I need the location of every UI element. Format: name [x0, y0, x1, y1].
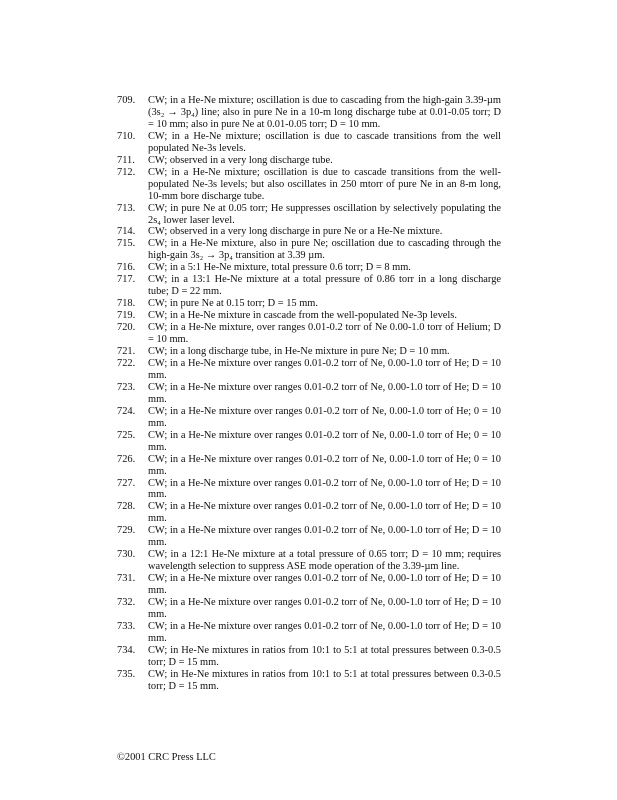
note-text: CW; in a He-Ne mixture in cascade from the well-populated Ne-3p levels.: [148, 310, 457, 322]
note-entry: [117, 573, 501, 597]
note-number: 734.: [117, 644, 136, 656]
note-entry: [117, 262, 501, 274]
note-entry: [117, 298, 501, 310]
notes-list: [117, 95, 501, 693]
note-entry: [117, 95, 501, 131]
note-entry: [117, 621, 501, 645]
note-number: 721.: [117, 346, 136, 358]
note-number: 709.: [117, 95, 136, 106]
note-text: CW; in a He-Ne mixture; oscillation is due to cascade transitions from the well-populated Ne-3s levels; but also oscillates in 250 mtorr of pure Ne in an 8-m long, 10-mm bore discharge tube.: [148, 166, 501, 202]
note-entry: [117, 454, 501, 478]
note-number: 711.: [117, 154, 135, 166]
note-number: 712.: [117, 166, 136, 178]
note-number: 719.: [117, 310, 136, 322]
note-entry: [117, 310, 501, 322]
note-text: CW; observed in a very long discharge in pure Ne or a He-Ne mixture.: [148, 226, 443, 238]
note-number: 730.: [117, 549, 136, 561]
note-number: 723.: [117, 381, 136, 393]
note-text: CW; in He-Ne mixtures in ratios from 10:1 to 5:1 at total pressures between 0.3-0.5 torr; D = 15 mm.: [148, 644, 501, 668]
note-number: 716.: [117, 262, 136, 274]
note-entry: [117, 669, 501, 693]
note-number: 714.: [117, 226, 136, 238]
note-text: CW; in a 13:1 He-Ne mixture at a total pressure of 0.86 torr in a long discharge tube; D = 22 mm.: [148, 274, 501, 298]
note-text: CW; in a He-Ne mixture over ranges 0.01-0.2 torr of Ne, 0.00-1.0 torr of He; D = 10 mm.: [148, 357, 501, 381]
note-number: 732.: [117, 597, 136, 609]
note-entry: [117, 167, 501, 203]
note-entry: [117, 238, 501, 262]
note-text: CW; in a long discharge tube, in He-Ne mixture in pure Ne; D = 10 mm.: [148, 346, 450, 358]
note-text: CW; in a He-Ne mixture over ranges 0.01-0.2 torr of Ne, 0.00-1.0 torr of He; 0 = 10 mm.: [148, 405, 501, 429]
note-number: 722.: [117, 357, 136, 369]
note-text: CW; in a He-Ne mixture, over ranges 0.01-0.2 torr of Ne 0.00-1.0 torr of Helium; D = 10 mm.: [148, 322, 501, 346]
note-entry: [117, 430, 501, 454]
note-entry: [117, 346, 501, 358]
note-number: 725.: [117, 429, 136, 441]
note-entry: [117, 226, 501, 238]
note-entry: [117, 203, 501, 227]
note-entry: [117, 322, 501, 346]
note-number: 713.: [117, 202, 136, 214]
note-text: CW; in a He-Ne mixture over ranges 0.01-0.2 torr of Ne, 0.00-1.0 torr of He; D = 10 mm.: [148, 501, 501, 525]
note-entry: [117, 155, 501, 167]
copyright-footer: ©2001 CRC Press LLC: [117, 752, 216, 763]
note-entry: [117, 382, 501, 406]
note-text: CW; in a He-Ne mixture over ranges 0.01-0.2 torr of Ne, 0.00-1.0 torr of He; D = 10 mm.: [148, 573, 501, 597]
note-entry: [117, 478, 501, 502]
note-entry: [117, 525, 501, 549]
note-text: CW; in a He-Ne mixture over ranges 0.01-0.2 torr of Ne, 0.00-1.0 torr of He; D = 10 mm.: [148, 620, 501, 644]
note-entry: [117, 274, 501, 298]
note-text: CW; in He-Ne mixtures in ratios from 10:1 to 5:1 at total pressures between 0.3-0.5 torr; D = 15 mm.: [148, 668, 501, 692]
note-number: 731.: [117, 573, 136, 585]
note-text: CW; in a He-Ne mixture; oscillation is due to cascading from the high-gain 3.39-µm (3s₂ → 3p₄) line; also in pure Ne in a 10-m long discharge tube at 0.01-0.05 torr; D = 10 mm; also in pure Ne at 0.01-0.05 torr; D = 10 mm.: [148, 95, 501, 130]
note-text: CW; in a He-Ne mixture, also in pure Ne; oscillation due to cascading through the high-gain 3s₂ → 3p₄ transition at 3.39 µm.: [148, 238, 501, 262]
note-text: CW; in pure Ne at 0.15 torr; D = 15 mm.: [148, 298, 318, 310]
note-number: 733.: [117, 620, 136, 632]
note-text: CW; in a 5:1 He-Ne mixture, total pressure 0.6 torr; D = 8 mm.: [148, 262, 411, 274]
note-number: 715.: [117, 238, 136, 250]
note-text: CW; in a He-Ne mixture over ranges 0.01-0.2 torr of Ne, 0.00-1.0 torr of He; 0 = 10 mm.: [148, 429, 501, 453]
note-entry: [117, 131, 501, 155]
note-entry: [117, 406, 501, 430]
note-text: CW; in a He-Ne mixture over ranges 0.01-0.2 torr of Ne, 0.00-1.0 torr of He; D = 10 mm.: [148, 525, 501, 549]
note-number: 735.: [117, 668, 136, 680]
note-text: CW; in a He-Ne mixture; oscillation is due to cascade transitions from the well populated Ne-3s levels.: [148, 130, 501, 154]
note-number: 724.: [117, 405, 136, 417]
note-text: CW; in a He-Ne mixture over ranges 0.01-0.2 torr of Ne, 0.00-1.0 torr of He; D = 10 mm.: [148, 477, 501, 501]
note-text: CW; in a He-Ne mixture over ranges 0.01-0.2 torr of Ne, 0.00-1.0 torr of He; D = 10 mm.: [148, 381, 501, 405]
note-text: CW; in a 12:1 He-Ne mixture at a total pressure of 0.65 torr; D = 10 mm; requires wavelength selection to suppress ASE mode operation of the 3.39-µm line.: [148, 549, 501, 573]
note-number: 727.: [117, 477, 136, 489]
note-entry: [117, 549, 501, 573]
note-number: 718.: [117, 298, 136, 310]
note-entry: [117, 358, 501, 382]
note-number: 728.: [117, 501, 136, 513]
note-number: 710.: [117, 130, 136, 142]
note-number: 726.: [117, 453, 136, 465]
note-entry: [117, 645, 501, 669]
note-text: CW; in a He-Ne mixture over ranges 0.01-0.2 torr of Ne, 0.00-1.0 torr of He; 0 = 10 mm.: [148, 453, 501, 477]
note-text: CW; in pure Ne at 0.05 torr; He suppresses oscillation by selectively populating the 2s₄ lower laser level.: [148, 202, 501, 226]
note-number: 720.: [117, 322, 136, 334]
note-text: CW; in a He-Ne mixture over ranges 0.01-0.2 torr of Ne, 0.00-1.0 torr of He; D = 10 mm.: [148, 597, 501, 620]
note-number: 729.: [117, 525, 136, 537]
note-number: 717.: [117, 274, 136, 286]
note-entry: [117, 501, 501, 525]
note-entry: [117, 597, 501, 621]
note-text: CW; observed in a very long discharge tube.: [148, 154, 333, 166]
